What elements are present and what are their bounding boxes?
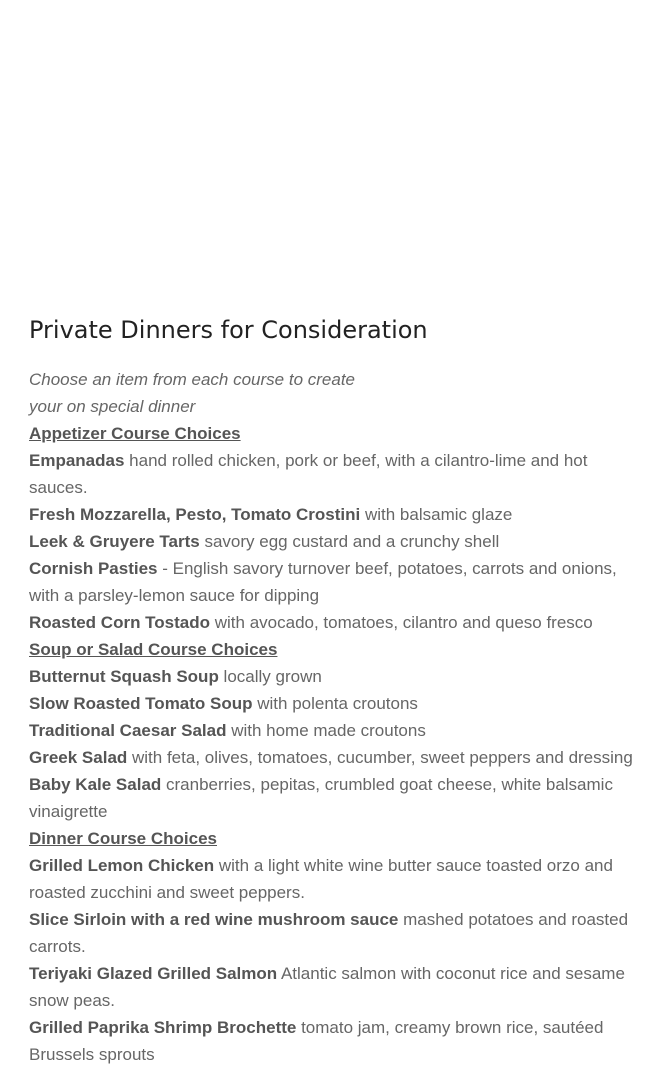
menu-item-desc: with feta, olives, tomatoes, cucumber, sweet peppers and dressing <box>127 748 633 767</box>
menu-item-name: Leek & Gruyere Tarts <box>29 532 200 551</box>
menu-item-desc: with a light white wine butter sauce toasted orzo and roasted zucchini and sweet peppers. <box>29 856 613 902</box>
menu-item <box>29 528 636 555</box>
menu-item <box>29 960 636 1014</box>
dinner-section-heading[interactable] <box>29 825 636 852</box>
intro-line-1: Choose an item from each course to create <box>29 370 355 389</box>
menu-item <box>29 447 636 501</box>
appetizer-section-title[interactable]: Appetizer Course Choices <box>29 424 241 443</box>
menu-item-name: Grilled Lemon Chicken <box>29 856 215 875</box>
menu-item-desc: savory egg custard and a crunchy shell <box>199 532 500 551</box>
menu-item-desc: - English savory turnover beef, potatoes, carrots and onions, with a parsley-lemon sauce for dipping <box>29 559 617 605</box>
menu-item-name: Teriyaki Glazed Grilled Salmon <box>29 964 278 983</box>
menu-item <box>29 690 636 717</box>
menu-item <box>29 555 636 609</box>
menu-item <box>29 717 636 744</box>
menu-item-desc: with polenta croutons <box>252 694 418 713</box>
menu-item-desc: hand rolled chicken, pork or beef, with a cilantro-lime and hot sauces. <box>29 451 588 497</box>
menu-item-desc: with balsamic glaze <box>360 505 513 524</box>
menu-item-desc: with avocado, tomatoes, cilantro and queso fresco <box>210 613 593 632</box>
main-content <box>0 312 665 1068</box>
menu-item-name: Slice Sirloin with a red wine mushroom sauce <box>29 910 399 929</box>
soup-salad-section-title[interactable]: Soup or Salad Course Choices <box>29 640 278 659</box>
menu-item <box>29 663 636 690</box>
menu-item-desc: mashed potatoes and roasted carrots. <box>29 910 629 956</box>
menu-item <box>29 744 636 771</box>
dinner-section-title[interactable]: Dinner Course Choices <box>29 829 217 848</box>
menu-item-desc: tomato jam, creamy brown rice, sautéed Brussels sprouts <box>29 1018 604 1064</box>
menu-item-name: Baby Kale Salad <box>29 775 162 794</box>
menu-item-name: Slow Roasted Tomato Soup <box>29 694 253 713</box>
appetizer-section-heading[interactable] <box>29 420 636 447</box>
menu-item-name: Butternut Squash Soup <box>29 667 219 686</box>
menu-item <box>29 1014 636 1068</box>
menu-item-name: Roasted Corn Tostado <box>29 613 211 632</box>
menu-item-desc: Atlantic salmon with coconut rice and sesame snow peas. <box>29 964 625 1010</box>
soup-salad-section-heading[interactable] <box>29 636 636 663</box>
menu-item-name: Greek Salad <box>29 748 128 767</box>
menu-item-name: Empanadas <box>29 451 125 470</box>
page-title: Private Dinners for Consideration <box>29 316 428 344</box>
menu-item-name: Traditional Caesar Salad <box>29 721 227 740</box>
hero-blank-area <box>0 0 665 312</box>
menu-item-name: Grilled Paprika Shrimp Brochette <box>29 1018 297 1037</box>
menu-item <box>29 501 636 528</box>
menu-item <box>29 609 636 636</box>
menu-item-name: Fresh Mozzarella, Pesto, Tomato Crostini <box>29 505 361 524</box>
menu-item-desc: locally grown <box>218 667 322 686</box>
menu-item-desc: with home made croutons <box>226 721 426 740</box>
menu-item <box>29 906 636 960</box>
menu-item <box>29 852 636 906</box>
menu-item-desc: cranberries, pepitas, crumbled goat cheese, white balsamic vinaigrette <box>29 775 613 821</box>
menu-item-name: Cornish Pasties <box>29 559 158 578</box>
intro-line-2: your on special dinner <box>29 397 196 416</box>
menu-item <box>29 771 636 825</box>
